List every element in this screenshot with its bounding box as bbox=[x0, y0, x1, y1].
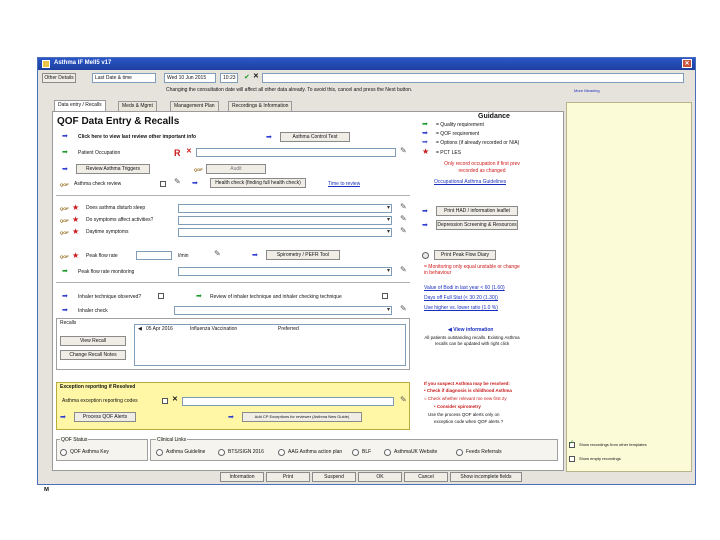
view-recall-button[interactable]: View Recall bbox=[60, 336, 126, 346]
qof-key-label: QOF Asthma Key bbox=[70, 449, 109, 455]
spirometry-button[interactable]: Spirometry / PEFR Tool bbox=[266, 250, 340, 260]
clear-icon[interactable]: ✕ bbox=[253, 73, 259, 80]
health-check-button[interactable]: Health check (finding full health check) bbox=[210, 178, 306, 188]
recall-date: 05 Apr 2016 bbox=[146, 326, 173, 332]
edit-pencil-icon[interactable]: ✎ bbox=[400, 226, 407, 235]
link-radio[interactable] bbox=[156, 449, 163, 456]
sleep-label: Does asthma disturb sleep bbox=[86, 205, 146, 211]
taskbar-marker: M bbox=[44, 487, 49, 493]
arrow-icon: ➡ bbox=[252, 252, 258, 259]
inhaler-check-select[interactable] bbox=[174, 306, 392, 315]
activities-label: Do symptoms affect activities? bbox=[86, 217, 154, 223]
clinical-link[interactable]: BTS/SIGN 2016 bbox=[228, 449, 264, 455]
qof-badge: QOF bbox=[60, 230, 69, 235]
guidance-item: = QOF requirement bbox=[436, 131, 480, 137]
tab-management-plan[interactable]: Management Plan bbox=[170, 101, 219, 111]
star-icon: ★ bbox=[72, 227, 80, 236]
peak-monitoring-label: Peak flow rate monitoring bbox=[78, 269, 135, 275]
qof-badge: QOF bbox=[60, 182, 69, 187]
add-exception-button[interactable]: Add CP Exceptions for reviewer (Asthma New Guide) bbox=[242, 412, 362, 422]
link-radio[interactable] bbox=[352, 449, 359, 456]
cancel-button[interactable]: Cancel bbox=[404, 472, 448, 482]
tab-meds[interactable]: Meds & Mgmt bbox=[118, 101, 157, 111]
asthma-check-label: Asthma check review bbox=[74, 181, 122, 187]
show-empty-label: Show empty recordings bbox=[579, 456, 621, 461]
close-icon[interactable]: ✕ bbox=[682, 59, 692, 68]
sleep-select[interactable] bbox=[178, 204, 392, 213]
arrow-icon: ➡ bbox=[266, 134, 272, 141]
check-icon: ✓ bbox=[569, 440, 575, 446]
star-icon: ★ bbox=[72, 203, 80, 212]
arrow-icon: ➡ bbox=[192, 180, 198, 187]
consultation-text-field[interactable] bbox=[262, 73, 684, 83]
activities-select[interactable] bbox=[178, 216, 392, 225]
recall-item: Influenza Vaccination bbox=[190, 326, 238, 332]
show-incomplete-button[interactable]: Show incomplete fields bbox=[450, 472, 522, 482]
qof-badge: QOF bbox=[60, 218, 69, 223]
edit-pencil-icon[interactable]: ✎ bbox=[400, 304, 407, 313]
guidelines-link[interactable]: Occupational Asthma Guidelines bbox=[434, 179, 507, 185]
exception-checkbox[interactable] bbox=[162, 398, 168, 404]
edit-pencil-icon[interactable]: ✎ bbox=[400, 395, 407, 404]
recall-arrow-icon: ◀ bbox=[138, 326, 142, 332]
inhaler-check-label: Inhaler check bbox=[78, 308, 108, 314]
last-date-select[interactable]: Last Date & time bbox=[92, 73, 156, 83]
audit-bullet-1[interactable]: Value of Bodi in last year < 60 (1.60) bbox=[424, 285, 505, 291]
exception-note-4: • Consider spirometry bbox=[434, 404, 481, 409]
exception-codes-label: Asthma exception reporting codes bbox=[62, 398, 138, 404]
star-icon: ★ bbox=[72, 251, 80, 260]
clinical-link[interactable]: Asthma Guideline bbox=[166, 449, 206, 455]
exception-note-3: = Check whether relevant me new first 2y bbox=[424, 396, 507, 401]
tab-data-entry[interactable]: Data entry / Recalls bbox=[54, 100, 106, 111]
show-empty-checkbox[interactable] bbox=[569, 456, 575, 462]
banner-text: Changing the consultation date will affect all other data already. To avoid this, cancel and press the Next button. bbox=[166, 87, 413, 93]
daytime-label: Daytime symptoms bbox=[86, 229, 129, 235]
ok-button[interactable]: OK bbox=[358, 472, 402, 482]
recalls-info: All patients outstanding recalls. Existing Asthma recalls can be updated with right click bbox=[424, 335, 520, 346]
qof-arrow-icon: ➡ bbox=[422, 130, 428, 137]
banner-link[interactable]: More Meaning bbox=[574, 88, 600, 93]
edit-pencil-icon[interactable]: ✎ bbox=[214, 249, 221, 258]
depression-button[interactable]: Depression Screening & Resources bbox=[437, 222, 517, 228]
asthma-control-button[interactable]: Asthma Control Test bbox=[280, 132, 350, 142]
guidance-item: = Options (if already recorded or N/A) bbox=[436, 140, 520, 146]
review-link[interactable]: Click here to view last review other important info bbox=[78, 134, 197, 140]
arrow-icon: ➡ bbox=[60, 414, 66, 421]
information-button[interactable]: Information bbox=[220, 472, 264, 482]
change-recall-button[interactable]: Change Recall Notes bbox=[60, 350, 126, 360]
arrow-icon: ➡ bbox=[62, 307, 68, 314]
time-to-review-link[interactable]: Time to review bbox=[328, 181, 361, 187]
edit-pencil-icon[interactable]: ✎ bbox=[400, 214, 407, 223]
arrow-icon: ➡ bbox=[62, 293, 68, 300]
app-icon bbox=[42, 60, 50, 68]
window-title: Asthma IF Mell5 v17 bbox=[54, 60, 112, 66]
audit-bullet-3[interactable]: Use higher vs. lower ratio (1.0 %) bbox=[424, 305, 498, 311]
recalls-title: Recalls bbox=[60, 320, 77, 326]
clinical-link[interactable]: AAG Asthma action plan bbox=[288, 449, 343, 455]
link-radio[interactable] bbox=[218, 449, 225, 456]
arrow-icon: ➡ bbox=[62, 149, 68, 156]
arrow-icon: ➡ bbox=[62, 166, 68, 173]
right-side-panel bbox=[566, 102, 692, 472]
exceptions-title: Exception reporting if Resolved bbox=[60, 384, 136, 390]
clinical-link[interactable]: Feeds Referrals bbox=[466, 449, 502, 455]
guidance-title: Guidance bbox=[478, 113, 510, 120]
qof-badge: QOF bbox=[194, 167, 203, 172]
review-inhaler-checkbox[interactable] bbox=[382, 293, 388, 299]
remove-icon[interactable]: ✕ bbox=[186, 148, 192, 155]
view-info-label: View information bbox=[453, 327, 494, 333]
tab-recordings[interactable]: Recordings & Information bbox=[228, 101, 292, 111]
arrow-icon: ➡ bbox=[422, 222, 428, 229]
review-triggers-button[interactable]: Review Asthma Triggers bbox=[76, 164, 150, 174]
peak-flow-label: Peak flow rate bbox=[86, 253, 118, 259]
date-field[interactable]: Wed 10 Jun 2015 bbox=[164, 73, 216, 83]
star-icon: ★ bbox=[72, 215, 80, 224]
print-diary-button[interactable]: Print Peak Flow Diary bbox=[434, 250, 496, 260]
leaflet-button[interactable]: Print HAD / information leaflet bbox=[436, 206, 518, 216]
clinical-link[interactable]: AsthmaUK Website bbox=[394, 449, 438, 455]
inhaler-technique-label: Inhaler technique observed? bbox=[78, 294, 142, 300]
audit-bullet-2[interactable]: Days off Full Stat (< 30 20 (1.30)) bbox=[424, 295, 498, 301]
edit-pencil-icon[interactable]: ✎ bbox=[400, 146, 407, 155]
exception-note-5: Use the process QOF alerts only on bbox=[428, 412, 500, 417]
edit-pencil-icon[interactable]: ✎ bbox=[400, 202, 407, 211]
link-radio[interactable] bbox=[384, 449, 391, 456]
unit-label: l/min bbox=[178, 253, 189, 259]
other-details-button[interactable]: Other Details bbox=[42, 73, 76, 83]
exception-note-2: • Check if diagnosis is childhood Asthma bbox=[424, 388, 512, 393]
suspend-button[interactable]: Suspend bbox=[312, 472, 356, 482]
edit-pencil-icon[interactable]: ✎ bbox=[400, 265, 407, 274]
arrow-icon: ➡ bbox=[62, 268, 68, 275]
print-button[interactable]: Print bbox=[266, 472, 310, 482]
divider bbox=[56, 195, 410, 196]
qof-status-title: QOF Status bbox=[61, 437, 88, 443]
clear-icon[interactable]: ✕ bbox=[172, 396, 178, 403]
occupation-label: Patient Occupation bbox=[78, 150, 121, 156]
link-radio[interactable] bbox=[456, 449, 463, 456]
review-inhaler-label: Review of inhaler technique and inhaler checking technique bbox=[210, 294, 342, 300]
exception-code-field[interactable] bbox=[182, 397, 394, 406]
daytime-select[interactable] bbox=[178, 228, 392, 237]
print-radio-icon bbox=[422, 252, 429, 259]
monitor-note: = Monitoring only equal unstable or change in behaviour bbox=[424, 264, 520, 276]
inhaler-technique-checkbox[interactable] bbox=[158, 293, 164, 299]
options-arrow-icon: ➡ bbox=[422, 139, 428, 146]
audit-button[interactable]: Audit bbox=[206, 164, 266, 174]
clinical-links-title: Clinical Links bbox=[157, 437, 187, 443]
process-alerts-button[interactable]: Process QOF Alerts bbox=[74, 412, 136, 422]
divider bbox=[56, 282, 410, 283]
accept-icon[interactable]: ✔ bbox=[244, 74, 250, 81]
quality-arrow-icon: ➡ bbox=[422, 121, 428, 128]
recalls-list[interactable] bbox=[134, 324, 406, 366]
qof-key-radio[interactable] bbox=[60, 449, 67, 456]
exception-note-1: If you suspect Asthma may be resolved: bbox=[424, 381, 510, 386]
arrow-icon: ➡ bbox=[422, 208, 428, 215]
occupation-warning: Only record occupation if first prev recorded as changed bbox=[444, 161, 520, 174]
arrow-icon: ➡ bbox=[196, 293, 202, 300]
qof-badge: QOF bbox=[60, 206, 69, 211]
star-icon: ★ bbox=[422, 147, 430, 156]
occupation-field[interactable] bbox=[196, 148, 396, 157]
recall-status: Preferred bbox=[278, 326, 299, 332]
view-info-link[interactable]: ◀ View information bbox=[448, 327, 494, 333]
r-marker: R bbox=[174, 148, 181, 158]
peak-flow-field[interactable] bbox=[136, 251, 172, 260]
guidance-item: = Quality requirement bbox=[436, 122, 484, 128]
clinical-link[interactable]: BLF bbox=[362, 449, 372, 455]
app-window bbox=[37, 57, 696, 485]
guidance-item: = PCT LES bbox=[436, 150, 462, 156]
qof-badge: QOF bbox=[60, 254, 69, 259]
show-recordings-label: Show recordings from other templates bbox=[579, 442, 647, 447]
time-field[interactable]: 10:23 bbox=[220, 73, 238, 83]
link-radio[interactable] bbox=[278, 449, 285, 456]
exception-note-6: exception code when QOF alerts ? bbox=[434, 419, 504, 424]
arrow-icon: ➡ bbox=[228, 414, 234, 421]
edit-pencil-icon[interactable]: ✎ bbox=[174, 177, 181, 186]
title-bar bbox=[38, 58, 695, 70]
page-title: QOF Data Entry & Recalls bbox=[57, 116, 180, 127]
asthma-check-checkbox[interactable] bbox=[160, 181, 166, 187]
arrow-icon: ➡ bbox=[62, 133, 68, 140]
peak-monitoring-select[interactable] bbox=[178, 267, 392, 276]
